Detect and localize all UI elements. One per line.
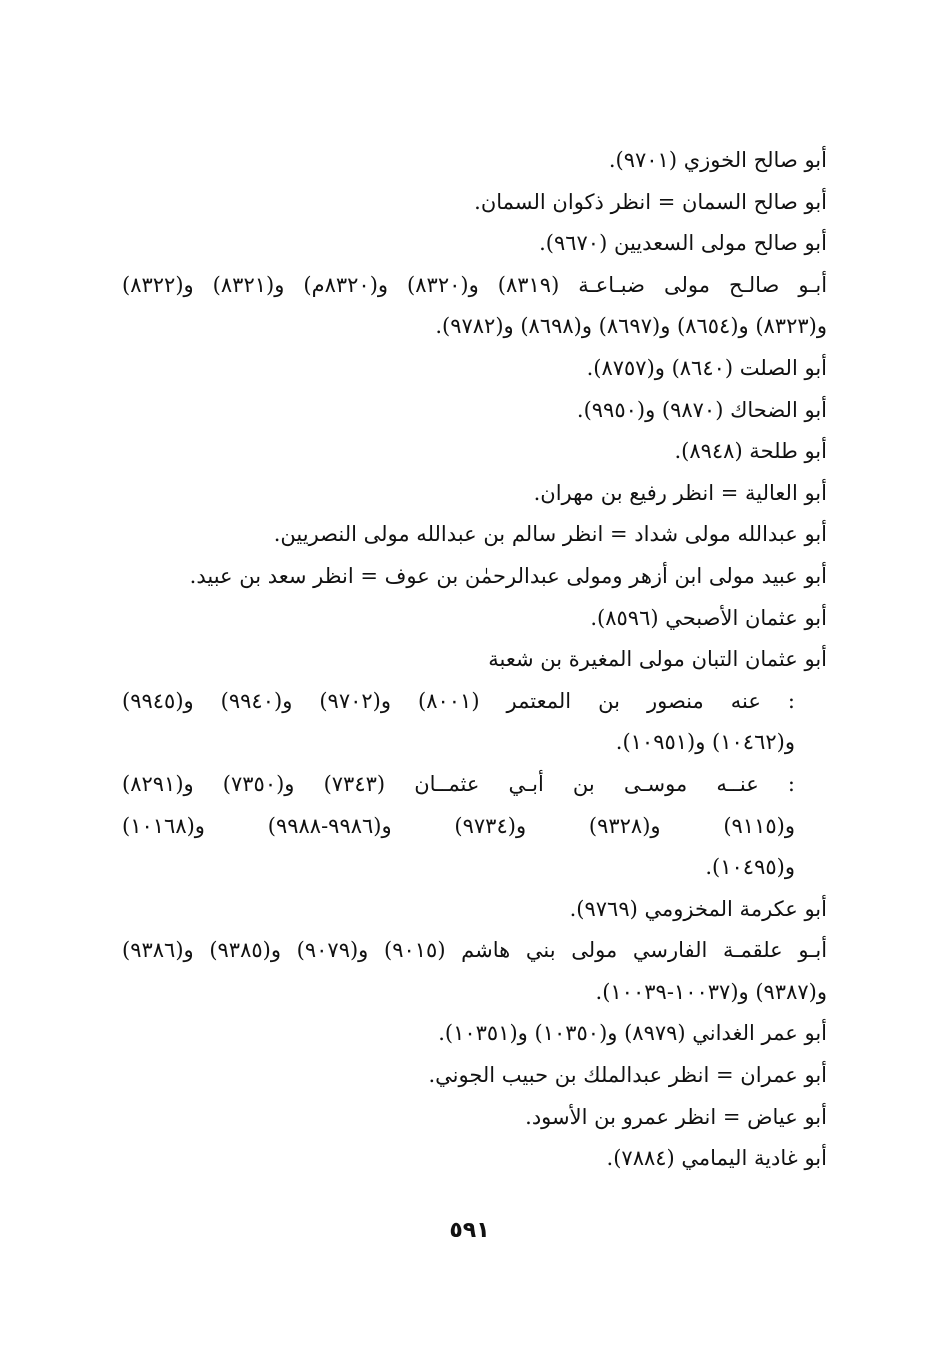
index-line: أبو صالح السمان = انظر ذكوان السمان. xyxy=(474,189,827,214)
index-line: أبو صالح مولى السعديين (٩٦٧٠). xyxy=(539,231,827,256)
index-line: أبـو صالـح مولى ضبـاعـة (٨٣١٩) و(٨٣٢٠) و(٨٣٢٠م) و(٨٣٢١) و(٨٣٢٢) xyxy=(122,272,828,297)
index-line: و(٩٣٨٧) و(١٠٠٣٧-١٠٠٣٩). xyxy=(595,979,827,1004)
index-line: أبو عثمان التبان مولى المغيرة بن شعبة xyxy=(488,647,827,672)
index-line: أبو عبدالله مولى شداد = انظر سالم بن عبدالله مولى النصريين. xyxy=(273,522,827,547)
index-line: أبو عياض = انظر عمرو بن الأسود. xyxy=(525,1104,827,1129)
index-line: و(٨٣٢٣) و(٨٦٥٤) و(٨٦٩٧) و(٨٦٩٨) و(٩٧٨٢). xyxy=(435,314,827,339)
index-line: و(١٠٤٩٥). xyxy=(705,855,795,880)
index-line: أبو عمر الغداني (٨٩٧٩) و(١٠٣٥٠) و(١٠٣٥١). xyxy=(438,1021,827,1046)
page-number: ٥٩١ xyxy=(449,1218,490,1243)
index-line: أبو عبيد مولى ابن أزهر ومولى عبدالرحمٰن بن عوف = انظر سعد بن عبيد. xyxy=(189,563,827,588)
index-line: أبو طلحة (٨٩٤٨). xyxy=(674,439,827,464)
index-line: أبو الضحاك (٩٨٧٠) و(٩٩٥٠). xyxy=(576,397,827,422)
index-line: أبو عثمان الأصبحي (٨٥٩٦). xyxy=(590,605,827,630)
index-line: أبـو علقمـة الفارسي مولى بني هاشم (٩٠١٥) و(٩٠٧٩) و(٩٣٨٥) و(٩٣٨٦) xyxy=(122,938,828,963)
index-line: أبو غادية اليمامي (٧٨٨٤). xyxy=(606,1146,827,1171)
index-line: : عنه منصور بن المعتمر (٨٠٠١) و(٩٧٠٢) و(٩٩٤٠) و(٩٩٤٥) xyxy=(122,688,795,713)
index-line: أبو صالح الخوزي (٩٧٠١). xyxy=(608,148,827,172)
index-entries xyxy=(122,140,827,1180)
index-line: أبو عمران = انظر عبدالملك بن حبيب الجوني. xyxy=(428,1063,827,1088)
index-line: أبو الصلت (٨٦٤٠) و(٨٧٥٧). xyxy=(586,355,827,380)
index-line: و(١٠٤٦٢) و(١٠٩٥١). xyxy=(615,730,795,755)
index-line: : عنــه موسـى بن أبـي عثمــان (٧٣٤٣) و(٧٣٥٠) و(٨٢٩١) xyxy=(122,771,795,796)
index-line: أبو العالية = انظر رفيع بن مهران. xyxy=(533,480,827,505)
index-line: و(٩١١٥) و(٩٣٢٨) و(٩٧٣٤) و(٩٩٨٦-٩٩٨٨) و(١٠١٦٨) xyxy=(122,813,795,838)
index-line: أبو عكرمة المخزومي (٩٧٦٩). xyxy=(569,896,827,921)
